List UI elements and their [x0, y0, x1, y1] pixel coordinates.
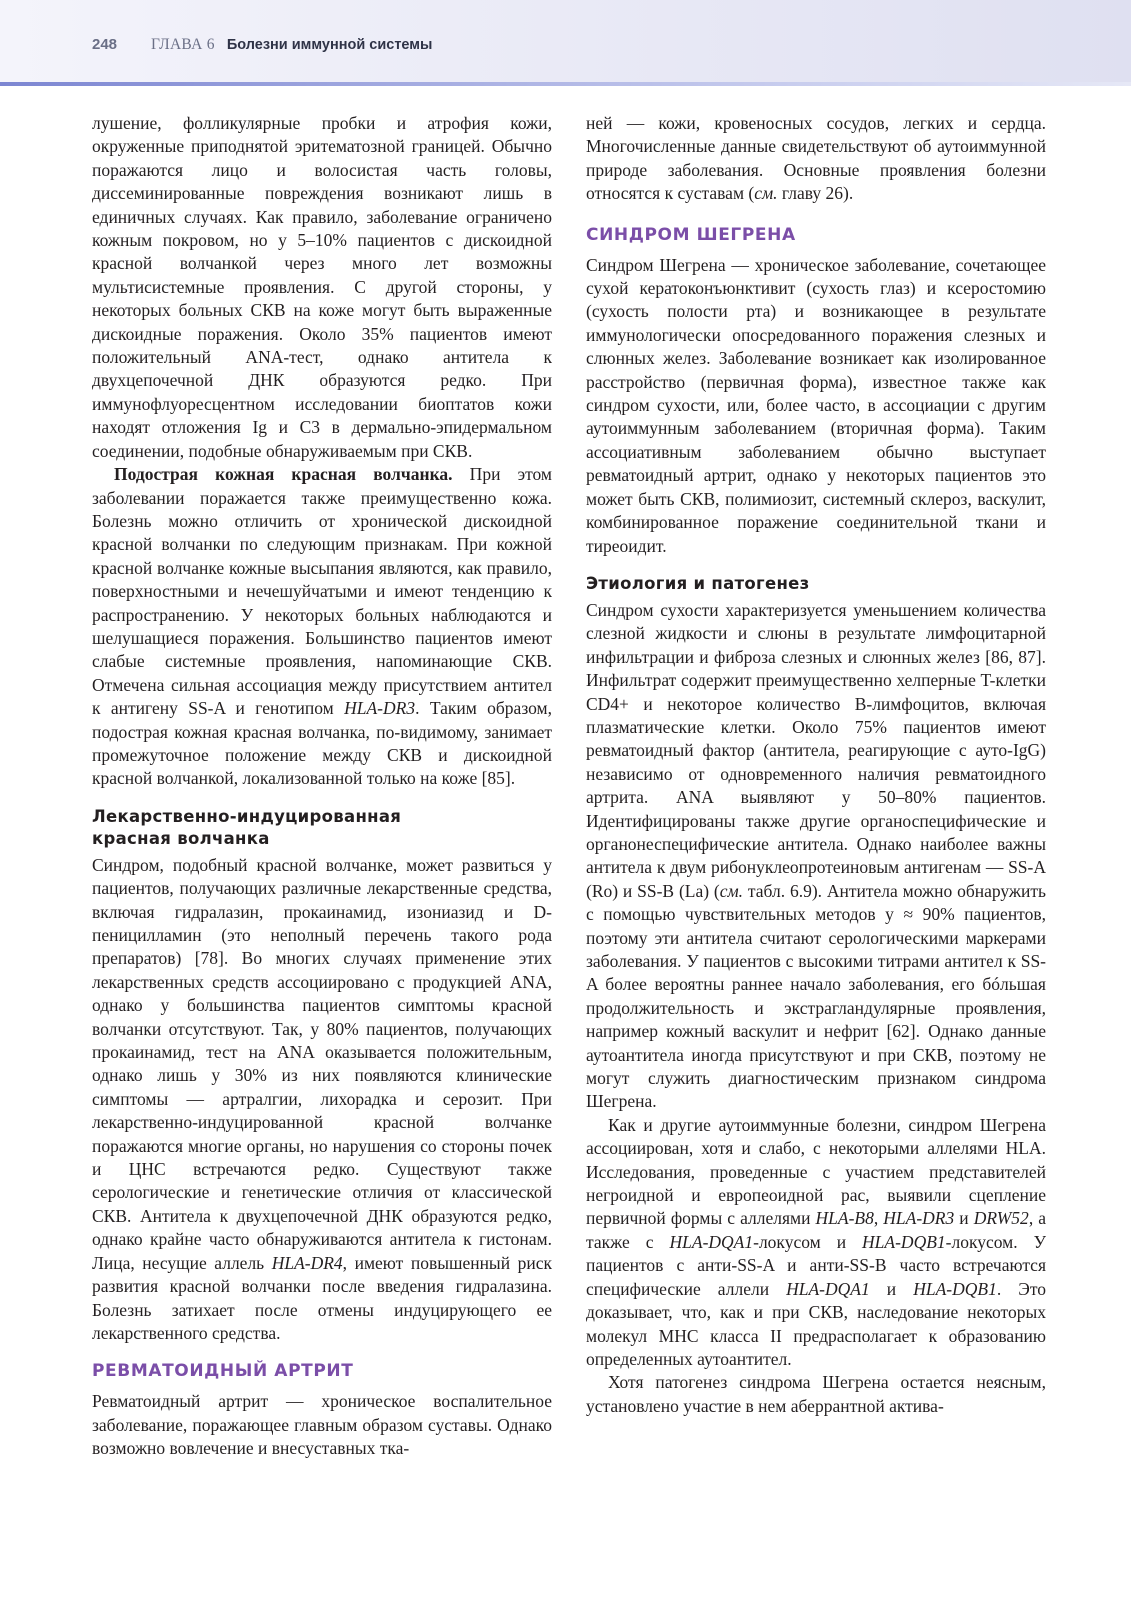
paragraph-discoid-lupus: лушение, фолликулярные пробки и атрофия кожи, окруженные приподнятой эритематозной границей. Обычно поражаются лицо и волосистая часть головы, диссеминированные повреждения возникают лишь в единичных случаях. Как правило, заболевание ограничено кожным покровом, но у 5–10% пациентов с дискоидной красной волчанкой через много лет возможны мультисистемные проявления. С другой стороны, у некоторых больных СКВ на коже могут быть выраженные дискоидные поражения. Около 35% пациентов имеют положительный ANA-тест, однако антитела к двухцепочечной ДНК образуются редко. При иммунофлуоресцентном исследовании биоптатов кожи находят отложения Ig и C3 в дермально-эпидермальном соединении, подобные обнаруживаемым при СКВ.: [92, 113, 552, 461]
paragraph-rheumatoid-arthritis: Ревматоидный артрит — хроническое воспалительное заболевание, поражающее главным образом суставы. Однако возможно вовлечение и внесуставных тка-: [92, 1391, 552, 1459]
gene-name: HLA-DR3: [344, 698, 416, 719]
gene-name: HLA-DQB1: [862, 1231, 946, 1252]
paragraph-pathogenesis: Хотя патогенез синдрома Шегрена остается неясным, установлено участие в нем аберрантной актива-: [586, 1372, 1046, 1416]
header-rule: [0, 82, 1131, 86]
section-heading-drug-lupus: Лекарственно-индуцированная красная волчанка: [92, 806, 402, 848]
gene-name: HLA-DQA1: [669, 1231, 754, 1252]
paragraph-sicca-syndrome: Синдром сухости характеризуется уменьшением количества слезной жидкости и слюны в результате лимфоцитарной инфильтрации и фиброза слезных и слюнных желез [86, 87]. Инфильтрат содержит преимущественно хелперные T-клетки CD4+ и некоторое количество B-лимфоцитов, включая плазматические клетки. Около 75% пациентов имеют ревматоидный фактор (антитела, реагирующие с ауто-IgG) независимо от одновременного наличия ревматоидного артрита. ANA выявляют у 50–80% пациентов. Идентифицированы также другие органоспецифические и органонеспецифические антитела. Однако наиболее важны антитела к двум рибонуклеопротеиновым антигенам — SS-A (Ro) и SS-B (La) (см. табл. 6.9). Антитела можно обнаружить с помощью чувствительных методов у ≈ 90% пациентов, поэтому эти антитела считают серологическими маркерами заболевания. У пациентов с высокими титрами антител к SS-A более вероятны раннее начало заболевания, его бóльшая продолжительность и экстрагландулярные проявления, например кожный васкулит и нефрит [62]. Однако данные аутоантитела иногда присутствуют и при СКВ, поэтому не могут служить диагностическим признаком синдрома Шегрена.: [586, 599, 1046, 1112]
paragraph-subacute-lupus: Подострая кожная красная волчанка. При этом заболевании поражается также преимущественно кожа. Болезнь можно отличить от хронической дискоидной красной волчанки по следующим признакам. При кожной красной волчанке кожные высыпания являются, как правило, поверхностными и нечешуйчатыми и имеют тенденцию к распространению. У некоторых больных наблюдаются и шелушащиеся поражения. Большинство пациентов имеют слабые системные проявления, напоминающие СКВ. Отмечена сильная ассоциация между присутствием антител к антигену SS-A и генотипом HLA-DR3. Таким образом, подострая кожная красная волчанка, по-видимому, занимает промежуточное положение между СКВ и дискоидной красной волчанкой, локализованной только на коже [85].: [92, 464, 552, 789]
subsection-heading-etiology: Этиология и патогенез: [586, 573, 810, 593]
left-column: [92, 112, 552, 1461]
paragraph-drug-lupus: Синдром, подобный красной волчанке, может развиться у пациентов, получающих различные лекарственные средства, включая гидралазин, прокаинамид, изониазид и D-пеницилламин (это неполный перечень такого рода препаратов) [78]. Во многих случаях применение этих лекарственных средств ассоциировано с продукцией ANA, однако у большинства пациентов симптомы красной волчанки отсутствуют. Так, у 80% пациентов, получающих прокаинамид, тест на ANA оказывается положительным, однако лишь у 30% из них появляются клинические симптомы — артралгии, лихорадка и серозит. При лекарственно-индуцированной красной волчанке поражаются многие органы, но нарушения со стороны почек и ЦНС встречаются редко. Существуют также серологические и генетические отличия от классической СКВ. Антитела к двухцепочечной ДНК образуются редко, однако крайне часто обнаруживаются антитела к гистонам. Лица, несущие аллель HLA-DR4, имеют повышенный риск развития красной волчанки после введения гидралазина. Болезнь затихает после отмены индуцирующего ее лекарственного средства.: [92, 854, 552, 1343]
running-head: [92, 36, 432, 60]
chapter-title: Болезни иммунной системы: [226, 37, 433, 53]
gene-name: DRW52: [973, 1208, 1029, 1229]
right-column: [586, 112, 1046, 1418]
gene-name: HLA-DQB1: [913, 1278, 997, 1299]
gene-name: HLA-B8: [815, 1208, 874, 1229]
section-heading-rheumatoid-arthritis: РЕВМАТОИДНЫЙ АРТРИТ: [92, 1361, 354, 1382]
run-in-heading-subacute: Подострая кожная красная волчанка.: [114, 464, 453, 485]
paragraph-ra-continued: ней — кожи, кровеносных сосудов, легких и сердца. Многочисленные данные свидетельствуют об аутоиммунной природе заболевания. Основные проявления болезни относятся к суставам (см. главу 26).: [586, 113, 1046, 204]
gene-name: HLA-DQA1: [786, 1278, 870, 1299]
gene-name: HLA-DR3: [883, 1208, 955, 1229]
gene-name: HLA-DR4: [271, 1252, 343, 1273]
section-heading-sjogren: СИНДРОМ ШЕГРЕНА: [586, 224, 796, 245]
paragraph-sjogren-definition: Синдром Шегрена — хроническое заболевание, сочетающее сухой кератоконъюнктивит (сухость глаз) и ксеростомию (сухость полости рта) и возникающее в результате иммунологически опосредованного поражения слезных и слюнных желез. Заболевание возникает как изолированное расстройство (первичная форма), известное также как синдром сухости, или, более часто, в ассоциации с другим аутоиммунным заболеванием (вторичная форма). Таким ассоциативным заболеванием обычно выступает ревматоидный артрит, однако у некоторых пациентов это может быть СКВ, полимиозит, системный склероз, васкулит, комбинированное поражение соединительной ткани и тиреоидит.: [586, 254, 1046, 556]
paragraph-hla-association: Как и другие аутоиммунные болезни, синдром Шегрена ассоциирован, хотя и слабо, с некоторыми аллелями HLA. Исследования, проведенные с участием представителей негроидной и европеоидной рас, выявили сцепление первичной формы с аллелями HLA-B8, HLA-DR3 и DRW52, а также с HLA-DQA1-локусом и HLA-DQB1-локусом. У пациентов с анти-SS-A и анти-SS-B часто встречаются специфические аллели HLA-DQA1 и HLA-DQB1. Это доказывает, что, как и при СКВ, наследование некоторых молекул MHC класса II предрасполагает к образованию определенных аутоантител.: [586, 1114, 1046, 1369]
page-number: 248: [92, 36, 118, 53]
chapter-label: ГЛАВА 6: [151, 36, 215, 53]
